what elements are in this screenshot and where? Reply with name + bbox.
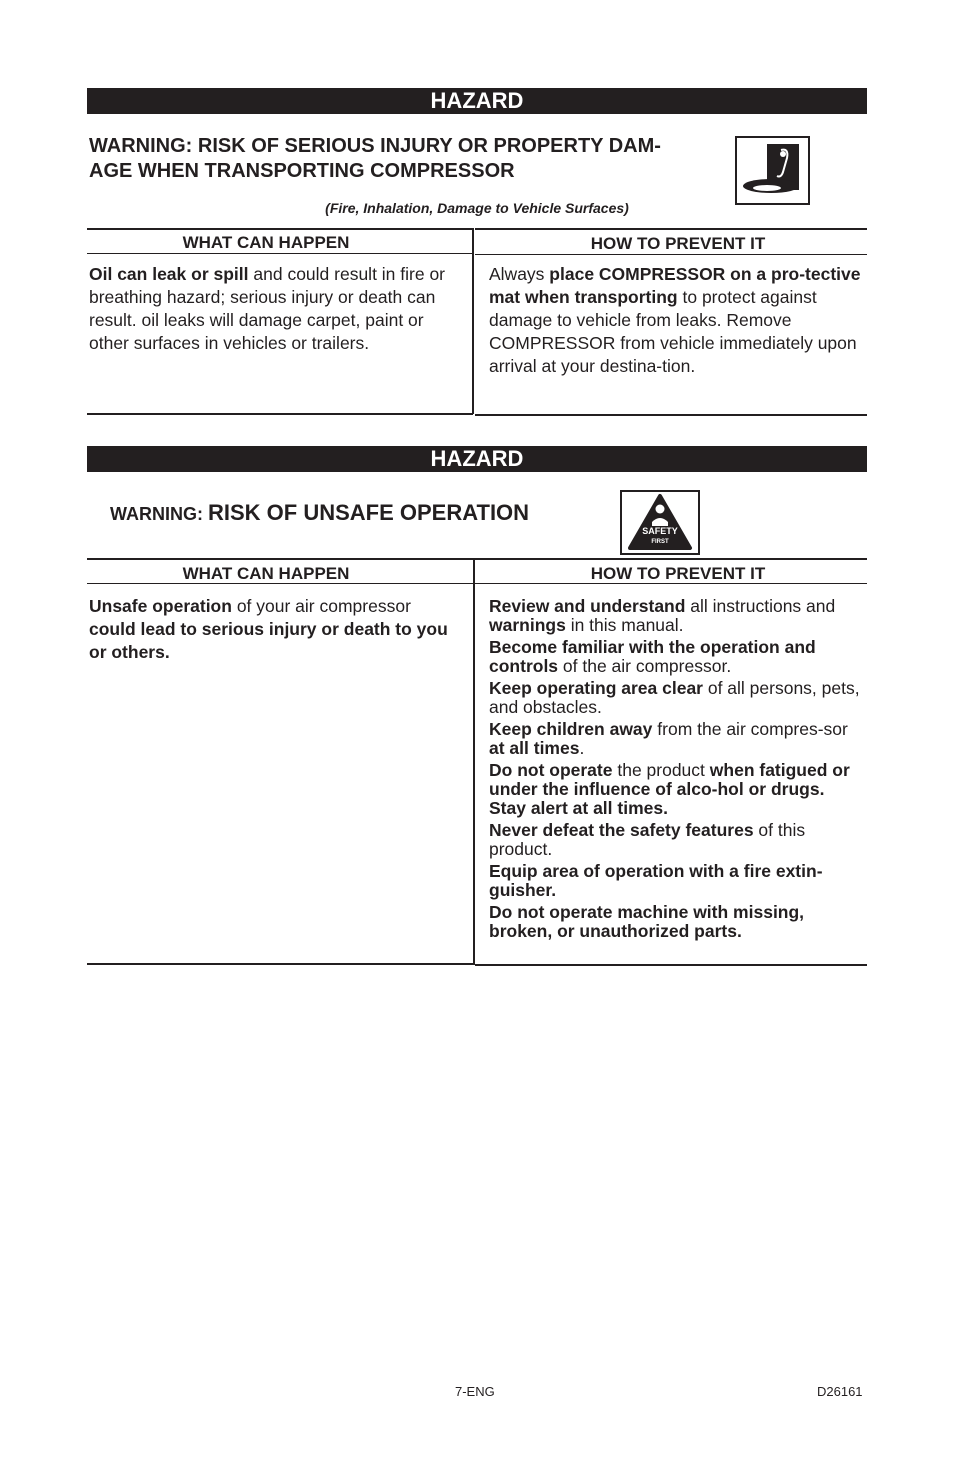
table2-top-rule-left bbox=[87, 558, 473, 560]
table1-prevent-text bbox=[489, 263, 861, 378]
table2-happen-text bbox=[89, 595, 451, 664]
happen2-bold-b: could lead to serious injury or death to you or others. bbox=[89, 619, 448, 662]
prevent-item-bold: Review and understand bbox=[489, 596, 686, 616]
table1-happen-text bbox=[89, 263, 459, 355]
hazard-title-1: HAZARD bbox=[430, 88, 524, 113]
prevent-item-bold: Do not operate machine with missing, broken, or unauthorized parts. bbox=[489, 902, 805, 941]
page-number: 7-ENG bbox=[455, 1384, 495, 1399]
table1-col1-header: WHAT CAN HAPPEN bbox=[182, 233, 350, 252]
table2-bottom-rule-right bbox=[475, 964, 867, 966]
table2-prevent-list bbox=[489, 597, 861, 944]
prevent-item-text: . bbox=[579, 738, 585, 758]
prevent-item-bold: when fatigued or under the influence of alco-hol or drugs. Stay alert at all times. bbox=[489, 760, 850, 818]
prevent-item bbox=[489, 679, 861, 717]
prevent-item-bold: Become familiar with the operation and controls bbox=[489, 637, 816, 676]
safety-icon-text: SAFETY bbox=[642, 526, 678, 536]
prevent-item bbox=[489, 862, 861, 900]
table2-top-rule-right bbox=[475, 558, 867, 560]
prevent-item bbox=[489, 821, 861, 859]
table2-header-rule-right bbox=[475, 583, 867, 584]
prevent-item-bold: Do not operate bbox=[489, 760, 613, 780]
happen2-text: of your air compressor bbox=[231, 596, 411, 616]
table1-divider bbox=[472, 228, 474, 414]
prevent-item-bold: Keep operating area clear bbox=[489, 678, 703, 698]
prevent-item-text: of all persons, pets, and obstacles. bbox=[489, 678, 860, 717]
prevent1-text-b: to protect against damage to vehicle from leaks. Remove COMPRESSOR from vehicle immediately upon arrival at your destina-tion. bbox=[489, 287, 857, 376]
prevent-item-bold: Never defeat the safety features bbox=[489, 820, 754, 840]
hazard-bar-2 bbox=[87, 446, 867, 472]
first-icon-text: FIRST bbox=[651, 539, 669, 545]
happen2-bold-a: Unsafe operation bbox=[89, 596, 232, 616]
prevent-item-text: in this manual. bbox=[565, 615, 684, 635]
table2-col1-header: WHAT CAN HAPPEN bbox=[182, 564, 350, 583]
prevent-item-text: of the air compressor. bbox=[558, 656, 732, 676]
hazard-title-2: HAZARD bbox=[430, 446, 524, 471]
prevent1-bold: place COMPRESSOR on a pro-tective mat when transporting bbox=[489, 264, 861, 307]
safety-first-icon bbox=[620, 490, 700, 555]
warning-line-1: WARNING: RISK OF SERIOUS INJURY OR PROPERTY DAM- bbox=[89, 135, 661, 157]
table2-bottom-rule-left bbox=[87, 963, 473, 965]
hazard-bar-1 bbox=[87, 88, 867, 114]
prevent-item-text: of this product. bbox=[489, 820, 806, 859]
prevent-item-bold: at all times bbox=[489, 738, 580, 758]
table1-top-rule-left bbox=[87, 228, 473, 230]
table2-header-rule-left bbox=[87, 583, 473, 584]
table1-bottom-rule-left bbox=[87, 413, 473, 415]
doc-number: D26161 bbox=[817, 1384, 863, 1399]
warning-text-2: RISK OF UNSAFE OPERATION bbox=[208, 500, 530, 525]
happen1-text: and could result in fire or breathing hazard; serious injury or death can result. oil leaks will damage carpet, paint or other surfaces in vehicles or trailers. bbox=[89, 264, 446, 353]
table1-col2-header: HOW TO PREVENT IT bbox=[590, 234, 766, 253]
table1-header-rule-right bbox=[475, 254, 867, 255]
warning-line-2: AGE WHEN TRANSPORTING COMPRESSOR bbox=[89, 160, 515, 182]
prevent-item bbox=[489, 638, 861, 676]
table1-top-rule-right bbox=[475, 228, 867, 230]
warning-title-2 bbox=[110, 500, 529, 527]
table1-bottom-rule-right bbox=[475, 414, 867, 416]
table1-header-rule-left bbox=[87, 253, 473, 254]
oil-spill-icon bbox=[735, 136, 810, 205]
prevent-item bbox=[489, 597, 861, 635]
prevent-item-text: all instructions and bbox=[685, 596, 836, 616]
prevent-item-bold: Equip area of operation with a fire extin-guisher. bbox=[489, 861, 823, 900]
warning-label-2: WARNING: bbox=[110, 504, 208, 524]
table2-col2-header: HOW TO PREVENT IT bbox=[590, 564, 766, 583]
prevent-item bbox=[489, 720, 861, 758]
prevent-item-text: the product bbox=[612, 760, 710, 780]
subtitle-1: (Fire, Inhalation, Damage to Vehicle Surfaces) bbox=[325, 200, 629, 216]
prevent-item bbox=[489, 761, 861, 818]
warning-title-1 bbox=[89, 134, 661, 184]
prevent-item bbox=[489, 903, 861, 941]
table2-divider bbox=[473, 558, 475, 965]
prevent-item-bold: warnings bbox=[489, 615, 566, 635]
prevent1-text-a: Always bbox=[489, 264, 550, 284]
prevent-item-text: from the air compres-sor bbox=[652, 719, 848, 739]
happen1-bold: Oil can leak or spill bbox=[89, 264, 249, 284]
prevent-item-bold: Keep children away bbox=[489, 719, 653, 739]
